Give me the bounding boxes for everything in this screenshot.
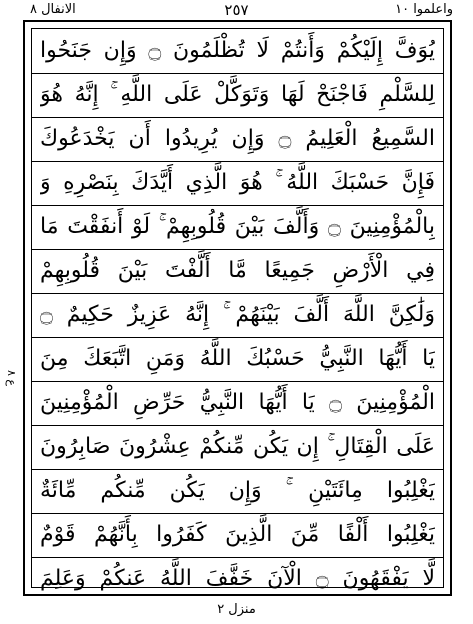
verse-text: السَّمِيعُ الْعَلِيمُ ۝ وَإِن يُرِيدُوا أَن يَخْدَعُوكَ (40, 126, 435, 151)
text-line (32, 161, 443, 206)
surah-name: الانفال ٨ (30, 2, 76, 17)
text-line (32, 469, 443, 514)
text-area (31, 28, 444, 591)
ruku-marker: ع ٨ (5, 370, 18, 386)
verse-text: يَغْلِبُوا مِائَتَيْنِ ۚ وَإِن يَكُن مِّنكُم مِّائَةٌ (40, 478, 435, 503)
juz-name: واعلموا ١٠ (395, 2, 453, 17)
text-line (32, 425, 443, 470)
text-line (32, 249, 443, 294)
text-line (32, 73, 443, 118)
text-line (32, 513, 443, 558)
page-number: ٢٥٧ (224, 1, 249, 19)
verse-text: فَإِنَّ حَسْبَكَ اللَّهُ ۚ هُوَ الَّذِي أَيَّدَكَ بِنَصْرِهِ وَ (40, 170, 435, 195)
text-line (32, 557, 443, 601)
verse-text: يَا أَيُّهَا النَّبِيُّ حَسْبُكَ اللَّهُ وَمَنِ اتَّبَعَكَ مِنَ (40, 346, 435, 371)
verse-text: يُوَفَّ إِلَيْكُمْ وَأَنتُمْ لَا تُظْلَمُونَ ۝ وَإِن جَنَحُوا (40, 38, 435, 63)
verse-text: وَلَٰكِنَّ اللَّهَ أَلَّفَ بَيْنَهُمْ ۚ إِنَّهُ عَزِيزٌ حَكِيمٌ ۝ (40, 302, 435, 327)
text-line (32, 117, 443, 162)
verse-text: الْمُؤْمِنِينَ ۝ يَا أَيُّهَا النَّبِيُّ حَرِّضِ الْمُؤْمِنِينَ (40, 390, 435, 415)
text-line (32, 381, 443, 426)
manzil-footer: منزل ٢ (217, 602, 256, 617)
verse-text: عَلَى الْقِتَالِ ۚ إِن يَكُن مِّنكُمْ عِشْرُونَ صَابِرُونَ (40, 434, 435, 459)
text-line (32, 337, 443, 382)
text-line (32, 205, 443, 250)
verse-text: لِلسَّلْمِ فَاجْنَحْ لَهَا وَتَوَكَّلْ عَلَى اللَّهِ ۚ إِنَّهُ هُوَ (40, 82, 435, 107)
verse-text: يَغْلِبُوا أَلْفًا مِّنَ الَّذِينَ كَفَرُوا بِأَنَّهُمْ قَوْمٌ (40, 522, 435, 547)
verse-text: لَّا يَفْقَهُونَ ۝ الْآنَ خَفَّفَ اللَّهُ عَنكُمْ وَعَلِمَ (40, 566, 435, 591)
text-line (32, 29, 443, 74)
page-frame (23, 20, 452, 596)
verse-text: بِالْمُؤْمِنِينَ ۝ وَأَلَّفَ بَيْنَ قُلُوبِهِمْ ۚ لَوْ أَنفَقْتَ مَا (40, 214, 435, 239)
verse-text: فِي الْأَرْضِ جَمِيعًا مَّا أَلَّفْتَ بَيْنَ قُلُوبِهِمْ (40, 258, 435, 283)
text-line (32, 293, 443, 338)
